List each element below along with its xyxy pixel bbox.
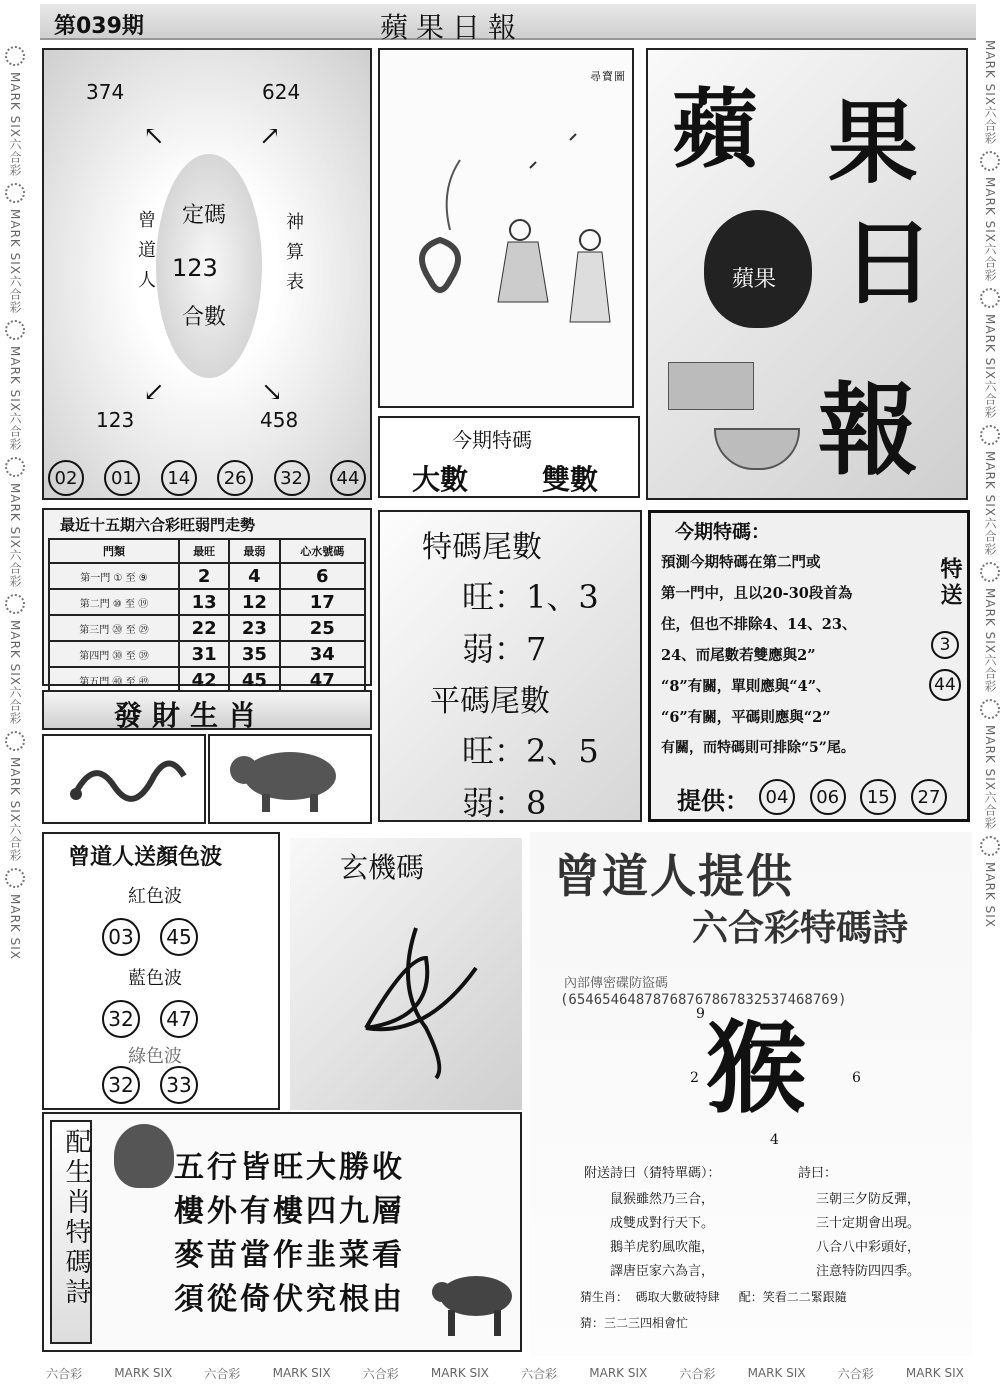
- flower-icon: [980, 151, 1000, 171]
- corner-number: 624: [262, 80, 301, 104]
- char-number: 4: [770, 1132, 779, 1148]
- scholars-illustration: [390, 110, 622, 390]
- issue-number: 第039期: [54, 14, 144, 39]
- number-ball: 32: [102, 1000, 140, 1038]
- wave-label: 藍色波: [128, 968, 182, 989]
- number-ball: 14: [161, 460, 197, 496]
- number-ball: 32: [102, 1066, 140, 1104]
- arrow-icon: ↑: [136, 372, 174, 410]
- bottom-watermark: 六合彩 MARK SIX 六合彩 MARK SIX 六合彩 MARK SIX 六合彩 MARK SIX 六合彩 MARK SIX 六合彩 MARK SIX: [46, 1366, 964, 1381]
- dragon-icon: [44, 736, 204, 822]
- center-label: 定碼: [182, 203, 227, 228]
- logo-char: 日: [842, 209, 935, 317]
- arrow-icon: ↑: [252, 372, 290, 410]
- predict-panel: [648, 510, 970, 822]
- pig-icon: [210, 736, 370, 822]
- table-row: 第二門 ⑩ 至 ⑲ 13 12 17: [49, 589, 365, 615]
- arrow-icon: ↑: [136, 118, 174, 156]
- mystery-title: 玄機碼: [340, 851, 425, 884]
- number-ball: 32: [274, 460, 310, 496]
- trend-title: 最近十五期六合彩旺弱門走勢: [60, 516, 256, 534]
- number-ball: 44: [929, 669, 961, 701]
- left-vertical-text: 曾道人: [135, 210, 156, 300]
- fortune-title: 發財生肖: [114, 699, 267, 732]
- flower-icon: [5, 320, 25, 340]
- secret-label: 內部傳密碟防盜碼: [564, 976, 669, 991]
- number-ball: 47: [160, 1000, 198, 1038]
- center-number: 123: [172, 254, 218, 282]
- ox-icon: [430, 1264, 520, 1344]
- special-panel: [378, 416, 640, 498]
- poem-left-lines: 鼠猴雖然乃三合， 成雙成對行天下。 鵝羊虎豹風吹龍， 譯唐臣家六為言，: [610, 1192, 715, 1279]
- trend-table: [48, 538, 366, 694]
- tail-title: 平碼尾數: [430, 684, 550, 719]
- wave-label: 綠色波: [128, 1046, 182, 1067]
- dingma-panel: [42, 48, 372, 500]
- flower-icon: [5, 731, 25, 751]
- side-label: 特送: [937, 557, 963, 609]
- gold-ingot-icon: [714, 428, 800, 470]
- table-row: 第一門 ① 至 ⑨ 2 4 6: [49, 563, 365, 589]
- logo-char: 報: [818, 371, 918, 489]
- number-ball: 02: [48, 460, 84, 496]
- predict-text: 預測今期特碼在第二門或 第一門中，且以20-30段首為 住，但也不排除4、14、23、 24、而尾數若雙應與2” “8”有關，單則應與“4”、 “6”有關，平碼則應與“2” 有關，而特碼則可排除“5”尾。: [661, 554, 857, 756]
- column-header: 門類: [49, 539, 179, 563]
- secret-code: (6546546487876876786783253746876​9): [560, 992, 847, 1008]
- painting-seal: 尋寶圖: [590, 70, 626, 83]
- special-left: 大數: [412, 463, 469, 496]
- zodiac-char: 猴: [706, 1009, 806, 1127]
- column-header: 最旺: [179, 539, 229, 563]
- number-ball: 45: [160, 918, 198, 956]
- flower-icon: [980, 425, 1000, 445]
- column-header: 最弱: [229, 539, 279, 563]
- monkey-icon: [114, 1124, 174, 1188]
- table-row: 第四門 ㉚ 至 ㊴ 31 35 34: [49, 641, 365, 667]
- provide-numbers: [759, 779, 947, 815]
- number-ball: 04: [759, 779, 795, 815]
- special-title: 今期特碼: [452, 428, 532, 452]
- right-watermark: MARK SIX 六合彩 MARK SIX 六合彩 MARK SIX 六合彩 MARK SIX 六合彩 MARK SIX 六合彩 MARK SIX 六合彩 MARK SIX: [977, 40, 1003, 1360]
- char-number: 2: [690, 1070, 699, 1086]
- corner-number: 458: [260, 408, 299, 432]
- color-wave-title: 曾道人送顏色波: [68, 844, 223, 870]
- pair-poem-text: 五行皆旺大勝收 樓外有樓四九層 麥苗當作韭菜看 須從倚伏究根由: [174, 1150, 405, 1317]
- center-label: 合數: [182, 305, 227, 330]
- poem-subtitle: 六合彩特碼詩: [692, 908, 909, 949]
- provide-label: 提供：: [677, 786, 749, 815]
- poem-title: 曾道人提供: [554, 849, 794, 903]
- char-number: 6: [852, 1070, 861, 1086]
- flower-icon: [980, 288, 1000, 308]
- tail-value: 弱：7: [462, 630, 547, 668]
- fortune-title-bar: [42, 690, 372, 730]
- painting-panel: [378, 48, 634, 408]
- page-title: 蘋果日報: [380, 11, 525, 44]
- mystery-symbol: [346, 918, 486, 1088]
- special-right: 雙數: [542, 463, 599, 496]
- poem-bottom-line: 猜生肖： 碼取大數破特肆 配：笑看二二緊跟隨: [580, 1290, 847, 1304]
- pair-side-label: 配生肖特碼詩: [61, 1128, 91, 1308]
- number-ball: 3: [931, 631, 959, 659]
- flower-icon: [980, 699, 1000, 719]
- pig-image: [208, 734, 372, 824]
- logo-char: 蘋: [672, 79, 758, 180]
- poem-left-head: 附送詩曰（猜特單碼）：: [584, 1166, 721, 1181]
- number-ball: 44: [330, 460, 366, 496]
- number-ball: 27: [911, 779, 947, 815]
- header-bar: [40, 4, 976, 44]
- pair-poem-panel: [42, 1112, 522, 1352]
- right-vertical-text: 神算表: [283, 212, 304, 302]
- number-ball: 26: [217, 460, 253, 496]
- flower-icon: [5, 457, 25, 477]
- flower-icon: [980, 562, 1000, 582]
- flower-icon: [5, 868, 25, 888]
- number-ball: 03: [102, 918, 140, 956]
- table-row: 第五門 ㊵ 至 ㊾ 42 45 47: [49, 667, 365, 693]
- flower-icon: [5, 46, 25, 66]
- tail-value: 旺：1、3: [462, 578, 599, 616]
- char-number: 9: [696, 1006, 705, 1022]
- tail-title: 特碼尾數: [422, 530, 542, 565]
- column-header: 心水號碼: [280, 539, 365, 563]
- number-ball: 15: [860, 779, 896, 815]
- left-watermark: MARK SIX 六合彩 MARK SIX 六合彩 MARK SIX 六合彩 MARK SIX 六合彩 MARK SIX 六合彩 MARK SIX 六合彩 MARK SIX: [2, 40, 28, 1360]
- logo-panel: [646, 48, 968, 500]
- dragon-image: [42, 734, 206, 824]
- number-ball: 33: [160, 1066, 198, 1104]
- tail-value: 弱：8: [462, 784, 547, 822]
- arrow-icon: ↑: [250, 118, 288, 156]
- apple-label: 蘋果: [732, 267, 777, 292]
- poem-right-head: 詩曰：: [798, 1166, 838, 1181]
- dingma-numbers: [48, 460, 366, 496]
- tail-panel: [378, 510, 642, 822]
- predict-title: 今期特碼：: [675, 521, 771, 543]
- table-row: 第三門 ⑳ 至 ㉙ 22 23 25: [49, 615, 365, 641]
- number-ball: 06: [810, 779, 846, 815]
- flower-icon: [5, 183, 25, 203]
- poem-panel: [530, 832, 972, 1356]
- color-wave-panel: [42, 832, 280, 1110]
- tail-value: 旺：2、5: [462, 732, 599, 770]
- flower-icon: [5, 594, 25, 614]
- mystery-panel: [290, 838, 522, 1110]
- flower-icon: [980, 836, 1000, 856]
- number-ball: 01: [104, 460, 140, 496]
- corner-number: 374: [86, 80, 125, 104]
- poem-right-lines: 三朝三夕防反彈， 三十定期會出現。 八合八中彩頭好， 注意特防四四季。: [816, 1192, 921, 1279]
- corner-number: 123: [96, 408, 135, 432]
- wave-label: 紅色波: [128, 886, 182, 907]
- banknote-icon: [668, 362, 754, 410]
- logo-char: 果: [828, 90, 918, 196]
- trend-panel: [42, 508, 372, 691]
- poem-bottom-line: 猜：三二三四相會忙: [580, 1316, 689, 1330]
